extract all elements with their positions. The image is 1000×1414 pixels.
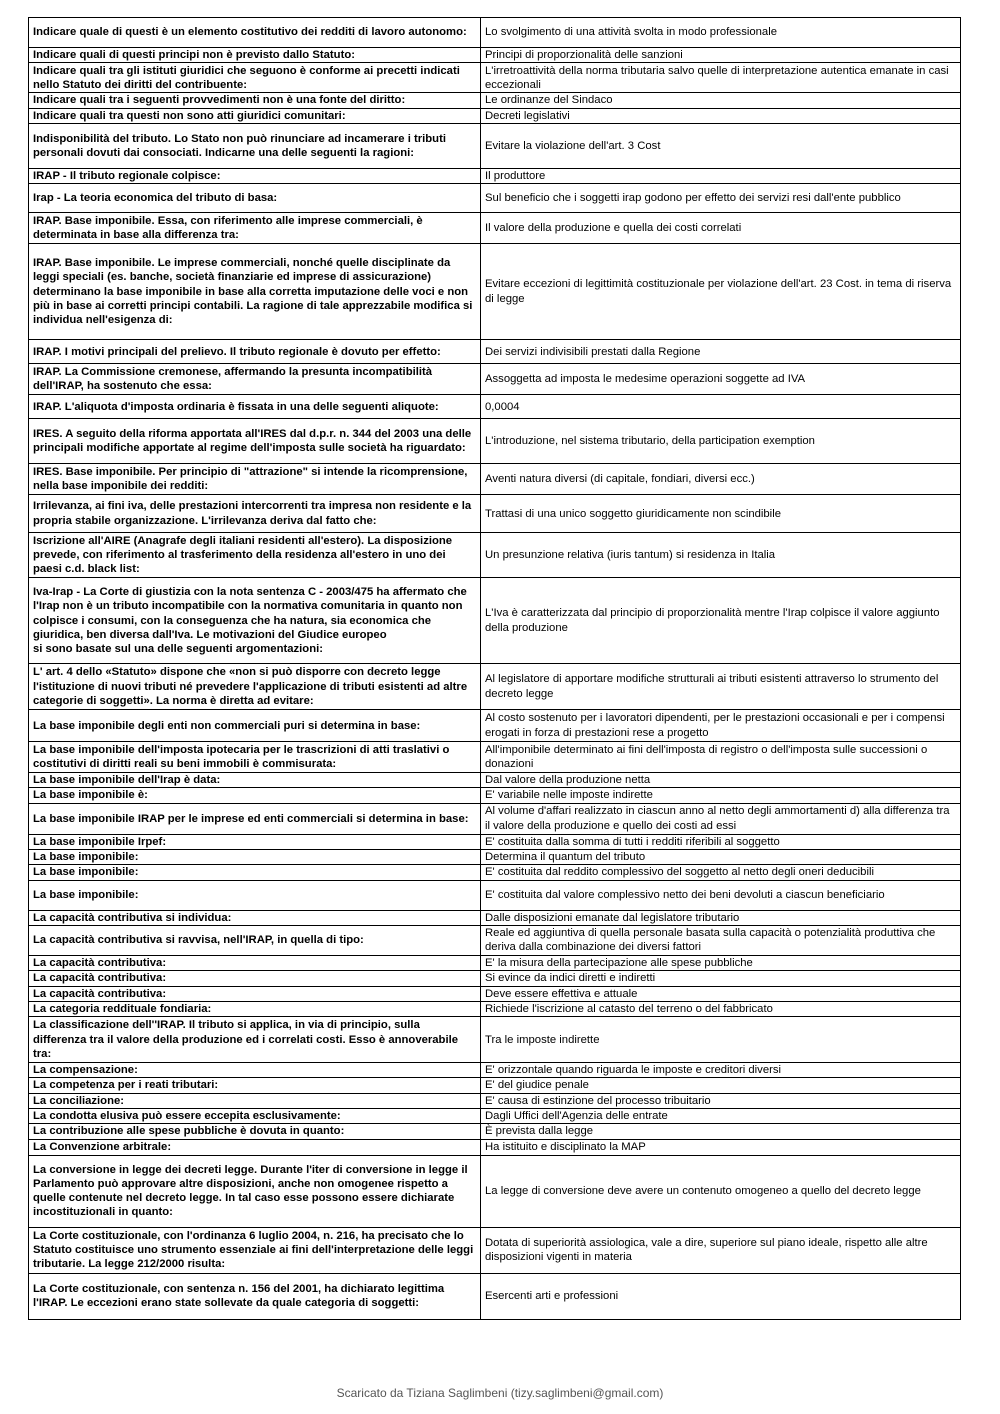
answer-cell: E' orizzontale quando riguarda le imposte e creditori diversi xyxy=(481,1063,961,1078)
question-cell: La Convenzione arbitrale: xyxy=(29,1139,481,1155)
answer-cell: Dagli Uffici dell'Agenzia delle entrate xyxy=(481,1109,961,1124)
answer-cell: È prevista dalla legge xyxy=(481,1124,961,1139)
answer-cell: La legge di conversione deve avere un contenuto omogeneo a quello del decreto legge xyxy=(481,1155,961,1227)
table-row xyxy=(29,788,961,803)
answer-cell: Esercenti arti e professioni xyxy=(481,1273,961,1319)
table-row xyxy=(29,1109,961,1124)
question-cell: La conversione in legge dei decreti legge. Durante l'iter di conversione in legge il Parlamento può approvare altre disposizioni, anche non omogenee rispetto a quelle contenute nel decreto legge. In tal caso esse possono essere dichiarate incostituzionali in quanto: xyxy=(29,1155,481,1227)
answer-cell: Aventi natura diversi (di capitale, fondiari, diversi ecc.) xyxy=(481,464,961,495)
question-cell: La contribuzione alle spese pubbliche è dovuta in quanto: xyxy=(29,1124,481,1139)
table-row xyxy=(29,1063,961,1078)
table-row xyxy=(29,340,961,364)
answer-cell: Sul beneficio che i soggetti irap godono per effetto dei servizi resi dall'ente pubblico xyxy=(481,184,961,213)
table-row xyxy=(29,364,961,395)
question-cell: La base imponibile dell'imposta ipotecaria per le trascrizioni di atti traslativi o costitutivi di diritti reali su beni immobili è commisurata: xyxy=(29,742,481,773)
table-row xyxy=(29,495,961,533)
answer-cell: E' causa di estinzione del processo tribuitario xyxy=(481,1093,961,1108)
table-row xyxy=(29,955,961,970)
table-row xyxy=(29,123,961,168)
table-row xyxy=(29,213,961,244)
question-cell: La base imponibile IRAP per le imprese ed enti commerciali si determina in base: xyxy=(29,803,481,834)
table-row xyxy=(29,986,961,1001)
question-cell: IRAP. Base imponibile. Essa, con riferimento alle imprese commerciali, è determinata in base alla differenza tra: xyxy=(29,213,481,244)
question-cell: IRAP. L'aliquota d'imposta ordinaria è fissata in una delle seguenti aliquote: xyxy=(29,395,481,419)
table-row xyxy=(29,710,961,742)
question-cell: La capacità contributiva: xyxy=(29,986,481,1001)
answer-cell: Evitare eccezioni di legittimità costituzionale per violazione dell'art. 23 Cost. in tema di riserva di legge xyxy=(481,244,961,340)
table-row xyxy=(29,742,961,773)
table-row xyxy=(29,464,961,495)
question-cell: La capacità contributiva: xyxy=(29,971,481,986)
question-cell: Indicare quali tra gli istituti giuridici che seguono è conforme ai precetti indicati nello Statuto dei diritti del contribuente: xyxy=(29,63,481,93)
answer-cell: E' del giudice penale xyxy=(481,1078,961,1093)
answer-cell: Richiede l'iscrizione al catasto del terreno o del fabbricato xyxy=(481,1001,961,1016)
table-row xyxy=(29,419,961,464)
answer-cell: E' costituita dal valore complessivo netto dei beni devoluti a ciascun beneficiario xyxy=(481,880,961,910)
question-cell: Iva-Irap - La Corte di giustizia con la nota sentenza C - 2003/475 ha affermato che l'Irap non è un tributo incompatibile con la normativa comunitaria in quanto non colpisce i consumi, con la conseguenza che ha natura, sia economica che giuridica, ben diversa dall'Iva. Le motivazioni del Giudice europeo si sono basate sul una delle seguenti argomentazioni: xyxy=(29,578,481,664)
question-cell: La condotta elusiva può essere eccepita esclusivamente: xyxy=(29,1109,481,1124)
table-row xyxy=(29,834,961,849)
table-row xyxy=(29,244,961,340)
table-row xyxy=(29,578,961,664)
question-cell: Irap - La teoria economica del tributo di basa: xyxy=(29,184,481,213)
table-row xyxy=(29,1017,961,1063)
question-cell: IRAP. I motivi principali del prelievo. Il tributo regionale è dovuto per effetto: xyxy=(29,340,481,364)
question-cell: La Corte costituzionale, con l'ordinanza 6 luglio 2004, n. 216, ha precisato che lo Statuto costituisce uno strumento essenziale ai fini dell'interpretazione delle leggi tributarie. La legge 212/2000 risulta: xyxy=(29,1227,481,1273)
question-cell: L' art. 4 dello «Statuto» dispone che «non si può disporre con decreto legge l'istituzione di nuovi tributi né prevedere l'applicazione di tributi esistenti ad altre categorie di soggetti». La norma è diretta ad evitare: xyxy=(29,664,481,710)
table-row xyxy=(29,803,961,834)
answer-cell: Trattasi di una unico soggetto giuridicamente non scindibile xyxy=(481,495,961,533)
answer-cell: Al volume d'affari realizzato in ciascun anno al netto degli ammortamenti d) alla differenza tra il valore della produzione e quello dei costi ad essi xyxy=(481,803,961,834)
answer-cell: Dalle disposizioni emanate dal legislatore tributario xyxy=(481,910,961,925)
table-row xyxy=(29,108,961,123)
question-cell: La capacità contributiva si ravvisa, nell'IRAP, in quella di tipo: xyxy=(29,925,481,955)
answer-cell: Reale ed aggiuntiva di quella personale basata sulla capacità o potenzialità produttiva che deriva dalla combinazione dei diversi fattori xyxy=(481,925,961,955)
question-cell: La Corte costituzionale, con sentenza n. 156 del 2001, ha dichiarato legittima l'IRAP. Le eccezioni erano state sollevate da quale categoria di soggetti: xyxy=(29,1273,481,1319)
question-cell: Indicare quali tra questi non sono atti giuridici comunitari: xyxy=(29,108,481,123)
answer-cell: Lo svolgimento di una attività svolta in modo professionale xyxy=(481,18,961,48)
question-cell: La compensazione: xyxy=(29,1063,481,1078)
question-cell: La base imponibile: xyxy=(29,850,481,865)
answer-cell: L'introduzione, nel sistema tributario, della participation exemption xyxy=(481,419,961,464)
table-row xyxy=(29,850,961,865)
table-row xyxy=(29,1273,961,1319)
answer-cell: All'imponibile determinato ai fini dell'imposta di registro o dell'imposta sulle successioni o donazioni xyxy=(481,742,961,773)
question-cell: La base imponibile: xyxy=(29,865,481,880)
answer-cell: Determina il quantum del tributo xyxy=(481,850,961,865)
answer-cell: E' la misura della partecipazione alle spese pubbliche xyxy=(481,955,961,970)
table-row xyxy=(29,533,961,578)
question-cell: La base imponibile Irpef: xyxy=(29,834,481,849)
answer-cell: 0,0004 xyxy=(481,395,961,419)
question-cell: La capacità contributiva si individua: xyxy=(29,910,481,925)
table-row xyxy=(29,865,961,880)
question-cell: La categoria reddituale fondiaria: xyxy=(29,1001,481,1016)
table-row xyxy=(29,1139,961,1155)
answer-cell: Evitare la violazione dell'art. 3 Cost xyxy=(481,123,961,168)
answer-cell: L'Iva è caratterizzata dal principio di proporzionalità mentre l'Irap colpisce il valore aggiunto della produzione xyxy=(481,578,961,664)
question-cell: La classificazione dell''IRAP. Il tributo si applica, in via di principio, sulla differenza tra il valore della produzione ed i correlati costi. Esso è annoverabile tra: xyxy=(29,1017,481,1063)
table-row xyxy=(29,910,961,925)
qa-table-body xyxy=(29,18,961,1320)
answer-cell: Al costo sostenuto per i lavoratori dipendenti, per le prestazioni occasionali e per i compensi erogati in forza di prestazioni rese a progetto xyxy=(481,710,961,742)
answer-cell: Il produttore xyxy=(481,168,961,183)
answer-cell: Dal valore della produzione netta xyxy=(481,773,961,788)
table-row xyxy=(29,1124,961,1139)
answer-cell: E' costituita dalla somma di tutti i redditi riferibili al soggetto xyxy=(481,834,961,849)
question-cell: La competenza per i reati tributari: xyxy=(29,1078,481,1093)
answer-cell: Assoggetta ad imposta le medesime operazioni soggette ad IVA xyxy=(481,364,961,395)
answer-cell: L'irretroattività della norma tributaria salvo quelle di interpretazione autentica emanate in casi eccezionali xyxy=(481,63,961,93)
answer-cell: Al legislatore di apportare modifiche strutturali ai tributi esistenti attraverso lo strumento del decreto legge xyxy=(481,664,961,710)
question-cell: IRAP. Base imponibile. Le imprese commerciali, nonché quelle disciplinate da leggi speciali (es. banche, società finanziarie ed imprese di assicurazione) determinano la base imponibile in base alla corretta imputazione delle voci e non più in base ai corretti principi contabili. La ragione di tale apprezzabile modifica si individua nell'esigenza di: xyxy=(29,244,481,340)
question-cell: Iscrizione all'AIRE (Anagrafe degli italiani residenti all'estero). La disposizione prevede, con riferimento al trasferimento della residenza all'estero in uno dei paesi c.d. black list: xyxy=(29,533,481,578)
answer-cell: Si evince da indici diretti e indiretti xyxy=(481,971,961,986)
table-row xyxy=(29,971,961,986)
answer-cell: Deve essere effettiva e attuale xyxy=(481,986,961,1001)
question-cell: La base imponibile degli enti non commerciali puri si determina in base: xyxy=(29,710,481,742)
table-row xyxy=(29,48,961,63)
question-cell: Indicare quali tra i seguenti provvedimenti non è una fonte del diritto: xyxy=(29,93,481,108)
table-row xyxy=(29,395,961,419)
table-row xyxy=(29,93,961,108)
answer-cell: E' costituita dal reddito complessivo del soggetto al netto degli oneri deducibili xyxy=(481,865,961,880)
table-row xyxy=(29,1155,961,1227)
table-row xyxy=(29,880,961,910)
answer-cell: Decreti legislativi xyxy=(481,108,961,123)
question-cell: La conciliazione: xyxy=(29,1093,481,1108)
question-cell: IRAP. La Commissione cremonese, affermando la presunta incompatibilità dell'IRAP, ha sostenuto che essa: xyxy=(29,364,481,395)
answer-cell: Il valore della produzione e quella dei costi correlati xyxy=(481,213,961,244)
table-row xyxy=(29,1001,961,1016)
question-cell: La capacità contributiva: xyxy=(29,955,481,970)
table-row xyxy=(29,1227,961,1273)
question-cell: La base imponibile è: xyxy=(29,788,481,803)
table-row xyxy=(29,925,961,955)
question-cell: La base imponibile: xyxy=(29,880,481,910)
question-cell: Indicare quale di questi è un elemento costitutivo dei redditi di lavoro autonomo: xyxy=(29,18,481,48)
answer-cell: Principi di proporzionalità delle sanzioni xyxy=(481,48,961,63)
question-cell: IRES. Base imponibile. Per principio di "attrazione" si intende la ricomprensione, nella base imponibile dei redditi: xyxy=(29,464,481,495)
table-row xyxy=(29,168,961,183)
question-cell: La base imponibile dell'Irap è data: xyxy=(29,773,481,788)
table-row xyxy=(29,773,961,788)
table-row xyxy=(29,664,961,710)
answer-cell: Dei servizi indivisibili prestati dalla Regione xyxy=(481,340,961,364)
table-row xyxy=(29,63,961,93)
answer-cell: Tra le imposte indirette xyxy=(481,1017,961,1063)
answer-cell: Le ordinanze del Sindaco xyxy=(481,93,961,108)
table-row xyxy=(29,18,961,48)
answer-cell: Dotata di superiorità assiologica, vale a dire, superiore sul piano ideale, rispetto alle altre disposizioni vigenti in materia xyxy=(481,1227,961,1273)
table-row xyxy=(29,1093,961,1108)
question-cell: Irrilevanza, ai fini iva, delle prestazioni intercorrenti tra impresa non residente e la propria stabile organizzazione. L'irrilevanza deriva dal fatto che: xyxy=(29,495,481,533)
question-cell: Indisponibilità del tributo. Lo Stato non può rinunciare ad incamerare i tributi personali dovuti dai consociati. Indicarne una delle seguenti la ragioni: xyxy=(29,123,481,168)
answer-cell: Ha istituito e disciplinato la MAP xyxy=(481,1139,961,1155)
download-footer: Scaricato da Tiziana Saglimbeni (tizy.saglimbeni@gmail.com) xyxy=(336,1386,664,1400)
question-cell: IRES. A seguito della riforma apportata all'IRES dal d.p.r. n. 344 del 2003 una delle principali modifiche apportate al regime dell'imposta sulle società ha riguardato: xyxy=(29,419,481,464)
answer-cell: Un presunzione relativa (iuris tantum) si residenza in Italia xyxy=(481,533,961,578)
question-cell: Indicare quali di questi principi non è previsto dallo Statuto: xyxy=(29,48,481,63)
question-cell: IRAP - Il tributo regionale colpisce: xyxy=(29,168,481,183)
answer-cell: E' variabile nelle imposte indirette xyxy=(481,788,961,803)
table-row xyxy=(29,1078,961,1093)
table-row xyxy=(29,184,961,213)
qa-table xyxy=(28,17,961,1320)
